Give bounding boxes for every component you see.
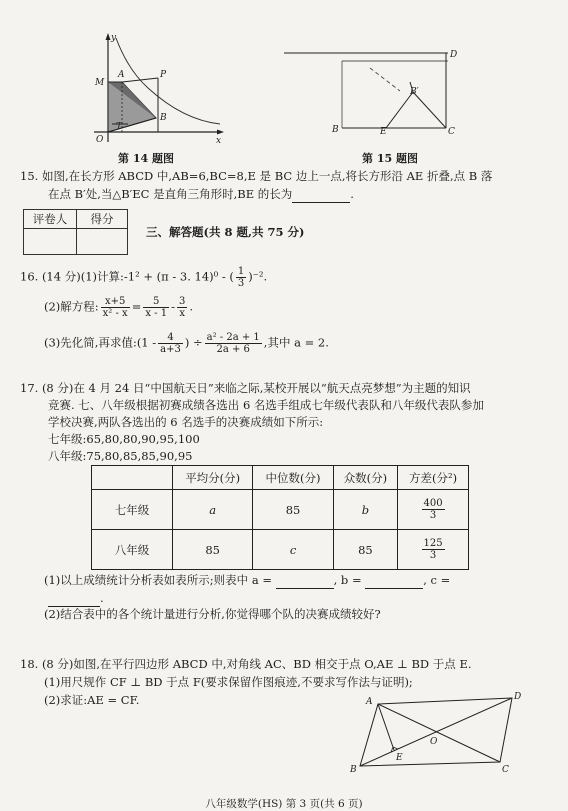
frac-denominator: 3: [429, 550, 437, 561]
q18-line2: (1)用尺规作 CF ⊥ BD 于点 F(要求保留作图痕迹,不要求写作法与证明);: [44, 675, 413, 689]
q17-sub1-cont: [48, 590, 104, 607]
table-cell-median: 85: [253, 490, 333, 530]
q16-part2-end: .: [189, 299, 194, 314]
q15-line1: 15. 如图,在长方形 ABCD 中,AB=6,BC=8,E 是 BC 边上一点,将长方形沿 AE 折叠,点 B 落: [20, 169, 493, 183]
table-cell-variance: [398, 530, 469, 570]
frac-numerator: 1: [237, 266, 245, 277]
frac-numerator: 4: [158, 332, 183, 344]
frac-denominator: a+3: [160, 344, 181, 355]
q17-grade8-scores: 八年级:75,80,85,85,90,95: [48, 449, 193, 463]
table-row-name: 八年级: [92, 530, 173, 570]
q18-line1: 18. (8 分)如图,在平行四边形 ABCD 中,对角线 AC、BD 相交于点 O,AE ⊥ BD 于点 E.: [20, 657, 472, 671]
q16-part2-label: (2)解方程:: [44, 299, 99, 314]
frac-denominator: 2a + 6: [216, 344, 250, 355]
fig14-label-M: M: [95, 78, 105, 88]
fig14-label-y: y: [111, 33, 117, 43]
fig18-label-D: D: [514, 692, 522, 702]
q17-sub1-text-b: , b =: [333, 573, 362, 587]
fig18-label-O: O: [430, 737, 438, 747]
variance-fraction: [422, 498, 445, 521]
q17-sub2: (2)结合表中的各个统计量进行分析,你觉得哪个队的决赛成绩较好?: [44, 607, 381, 621]
fig15-label-E: E: [380, 127, 387, 137]
q16-part2-fraction-2: [143, 296, 169, 319]
table-cell-mode: b: [333, 490, 397, 530]
figure-14-caption: 第 14 题图: [118, 152, 174, 165]
table-cell-variance: [398, 490, 469, 530]
q17-line2: 竞赛. 七、八年级根据初赛成绩各选出 6 名选手组成七年级代表队和八年级代表队参加: [48, 398, 484, 412]
variance-fraction: [422, 538, 445, 561]
q16-part3-end: ,其中 a = 2.: [263, 335, 329, 350]
fig15-label-C: C: [448, 127, 455, 137]
figure-18-parallelogram: [340, 690, 530, 780]
q17-answer-c-blank[interactable]: [48, 590, 100, 607]
q16-part2-minus: -: [171, 299, 175, 314]
table-cell-mean: 85: [173, 530, 253, 570]
q17-line1: 17. (8 分)在 4 月 24 日“中国航天日”来临之际,某校开展以“航天点亮梦想”为主题的知识: [20, 381, 471, 395]
frac-denominator: 3: [429, 510, 437, 521]
figure-14-graph: [88, 30, 228, 148]
table-cell-median: c: [253, 530, 333, 570]
page-footer: 八年级数学(HS) 第 3 页(共 6 页): [205, 798, 363, 810]
figure-15-caption: 第 15 题图: [362, 152, 418, 165]
fig14-label-A: A: [118, 70, 125, 80]
table-cell-mean: a: [173, 490, 253, 530]
q15-answer-blank[interactable]: [292, 186, 350, 203]
q16-part3: [44, 332, 329, 355]
fig14-label-x: x: [216, 136, 222, 146]
q16-part3-fraction-2: [205, 332, 262, 355]
section-3-heading: 三、解答题(共 8 题,共 75 分): [146, 225, 305, 239]
q15-line2-text: 在点 B′处,当△B′EC 是直角三角形时,BE 的长为: [48, 187, 293, 201]
q16-part2-fraction-3: [177, 296, 187, 319]
score-box: [23, 209, 128, 255]
fig18-label-B: B: [350, 765, 357, 775]
q17-answer-a-blank[interactable]: [276, 572, 334, 589]
fig14-label-O: O: [96, 135, 104, 145]
table-row: [92, 490, 469, 530]
fig15-label-Bprime: B′: [410, 87, 419, 97]
figure-15-diagram: [270, 38, 470, 140]
q18-line3: (2)求证:AE = CF.: [44, 693, 140, 707]
frac-numerator: a² - 2a + 1: [206, 332, 260, 343]
frac-numerator: 125: [423, 538, 443, 549]
fig15-label-B: B: [332, 125, 339, 135]
q16-part1-text: 16. (14 分)(1)计算:-1² + (π - 3. 14)⁰ - (: [20, 269, 234, 284]
q16-part1-end: )⁻².: [248, 269, 268, 284]
q17-sub1-end: .: [100, 591, 104, 605]
fig18-label-A: A: [366, 697, 373, 707]
table-header-cell: 平均分(分): [173, 466, 253, 490]
frac-denominator: 3: [237, 278, 245, 289]
q17-grade7-scores: 七年级:65,80,80,90,95,100: [48, 432, 200, 446]
q16-part2-equals: =: [131, 299, 142, 314]
q16-part3-fraction-1: [158, 332, 183, 355]
score-box-grader-cell[interactable]: [24, 229, 77, 255]
frac-numerator: 5: [143, 296, 169, 308]
frac-denominator: x - 1: [145, 308, 168, 319]
q16-part2: [44, 296, 193, 319]
table-row-name: 七年级: [92, 490, 173, 530]
score-box-score-label: 得分: [77, 210, 128, 229]
fig18-label-C: C: [502, 765, 509, 775]
score-box-grader-label: 评卷人: [24, 210, 77, 229]
q17-answer-b-blank[interactable]: [365, 572, 423, 589]
q17-sub1-text-c: , c =: [423, 573, 451, 587]
table-row: [92, 530, 469, 570]
q16-part3-label: (3)先化简,再求值:(1 -: [44, 335, 157, 350]
fig15-label-D: D: [450, 50, 458, 60]
frac-numerator: 3: [178, 296, 186, 307]
table-header-cell: 众数(分): [333, 466, 397, 490]
fig14-label-T: T: [116, 122, 123, 132]
q17-stats-table: [91, 465, 469, 570]
table-header-cell: 方差(分²): [398, 466, 469, 490]
q16-part2-fraction-1: [101, 296, 130, 319]
q16-part3-divide: ) ÷: [184, 335, 203, 350]
frac-denominator: x² - x: [102, 308, 128, 319]
table-header-cell: 中位数(分): [253, 466, 333, 490]
table-header-row: [92, 466, 469, 490]
table-header-cell: [92, 466, 173, 490]
fig14-label-P: P: [160, 70, 167, 80]
frac-numerator: x+5: [101, 296, 130, 308]
fig14-label-B: B: [160, 113, 167, 123]
q17-sub1: [44, 572, 450, 589]
score-box-score-cell[interactable]: [77, 229, 128, 255]
fig18-label-E: E: [396, 753, 403, 763]
frac-denominator: x: [179, 308, 185, 319]
q17-line3: 学校决赛,两队各选出的 6 名选手的决赛成绩如下所示:: [48, 415, 324, 429]
q15-line2: 在点 B′处,当△B′EC 是直角三角形时,BE 的长为 .: [48, 187, 354, 201]
q16-part1: [20, 266, 267, 289]
frac-numerator: 400: [423, 498, 443, 509]
table-cell-mode: 85: [333, 530, 397, 570]
q17-sub1-text-a: (1)以上成绩统计分析表如表所示;则表中 a =: [44, 573, 272, 587]
q16-part1-fraction: [236, 266, 246, 289]
